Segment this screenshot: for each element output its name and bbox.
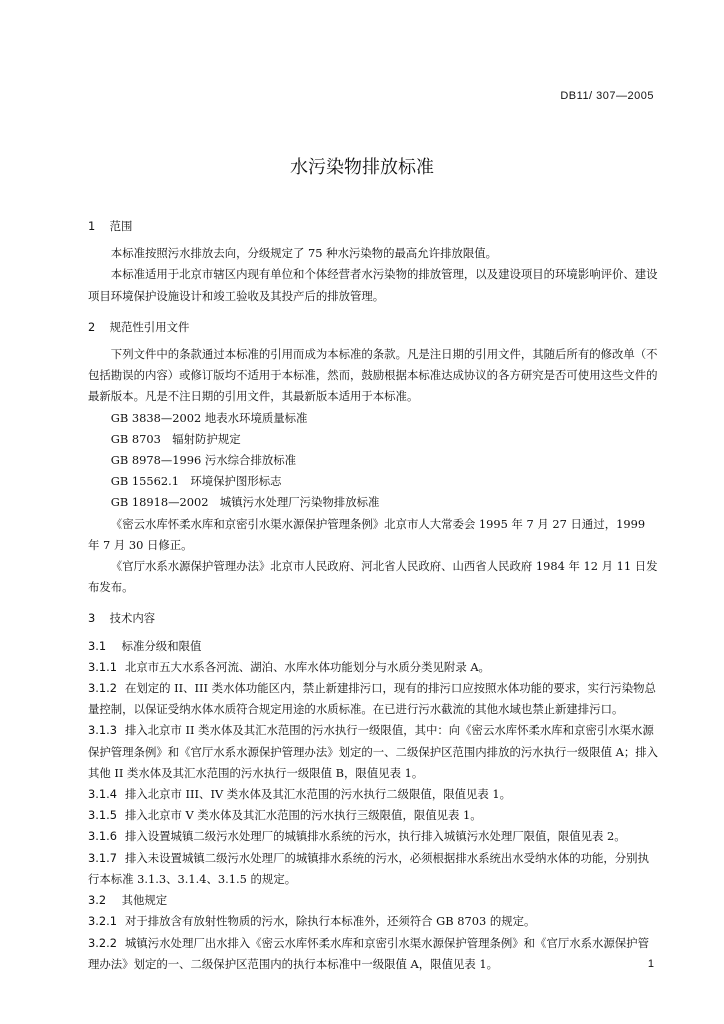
reference-item: GB 3838—2002 地表水环境质量标准	[110, 410, 308, 425]
section-title: 规范性引用文件	[109, 319, 190, 334]
clause-number: 3.1.4	[88, 787, 117, 802]
clause-text: 排入北京市 II 类水体及其汇水范围的污水执行一级限值，其中：向《密云水库怀柔水库和京密引水渠水源保护管理条例》和《官厅水系水源保护管理办法》划定的一、二级保护区范围内排放的污水执行一级限值 A；排入其他 II 类水体及其汇水范围的污水执行一级限值 B，限值见表 1。	[88, 723, 658, 780]
subsection-title: 标准分级和限值	[121, 638, 202, 653]
subsection-heading	[88, 636, 658, 657]
clause	[88, 911, 658, 932]
clause-text: 在划定的 II、III 类水体功能区内，禁止新建排污口，现有的排污口应按照水体功能的要求，实行污染物总量控制，以保证受纳水体水质符合规定用途的水质标准。在已进行污水截流的其他水域也禁止新建排污口。	[88, 681, 656, 717]
section-number: 3	[88, 611, 96, 626]
clause	[88, 784, 658, 805]
clause-text: 排入未设置城镇二级污水处理厂的城镇排水系统的污水，必须根据排水系统出水受纳水体的功能，分别执行本标准 3.1.3、3.1.4、3.1.5 的规定。	[88, 850, 649, 886]
clause-number: 3.2.1	[88, 914, 117, 929]
section-heading-2	[88, 317, 658, 338]
clause	[88, 848, 658, 890]
page-number: 1	[647, 958, 654, 970]
paragraph: 《官厅水系水源保护管理办法》北京市人民政府、河北省人民政府、山西省人民政府 1984 年 12 月 11 日发布发布。	[88, 559, 658, 595]
subsection-number: 3.2	[88, 893, 107, 908]
clause-text: 城镇污水处理厂出水排入《密云水库怀柔水库和京密引水渠水源保护管理条例》和《官厅水系水源保护管理办法》划定的一、二级保护区范围内的执行本标准中一级限值 A，限值见表 1。	[88, 935, 649, 971]
page-title: 水污染物排放标准	[290, 157, 434, 178]
section-number: 2	[88, 319, 96, 334]
document-body	[88, 210, 658, 975]
subsection-title: 其他规定	[121, 893, 168, 908]
clause	[88, 720, 658, 784]
clause	[88, 826, 658, 847]
section-title: 范围	[109, 219, 133, 233]
clause-text: 排入北京市 III、IV 类水体及其汇水范围的污水执行二级限值，限值见表 1。	[124, 787, 512, 802]
clause	[88, 933, 658, 975]
reference-item: GB 8703 辐射防护规定	[110, 431, 241, 446]
reference-item: GB 18918—2002 城镇污水处理厂污染物排放标准	[110, 495, 380, 510]
paragraph: 下列文件中的条款通过本标准的引用而成为本标准的条款。凡是注日期的引用文件，其随后所有的修改单（不包括勘误的内容）或修订版均不适用于本标准，然而，鼓励根据本标准达成协议的各方研究是否可使用这些文件的最新版本。凡是不注日期的引用文件，其最新版本适用于本标准。	[88, 347, 658, 404]
clause-text: 对于排放含有放射性物质的污水，除执行本标准外，还须符合 GB 8703 的规定。	[124, 914, 536, 929]
clause-number: 3.1.3	[88, 723, 117, 738]
clause	[88, 657, 658, 678]
section-heading-1	[88, 216, 658, 237]
clause-number: 3.1.2	[88, 681, 117, 696]
reference-item: GB 15562.1 环境保护图形标志	[110, 474, 282, 489]
clause-number: 3.1.5	[88, 808, 117, 823]
section-heading-3	[88, 608, 658, 629]
clause-number: 3.2.2	[88, 935, 117, 950]
paragraph: 本标准适用于北京市辖区内现有单位和个体经营者水污染物的排放管理，以及建设项目的环境影响评价、建设项目环境保护设施设计和竣工验收及其投产后的排放管理。	[88, 267, 658, 303]
paragraph: 本标准按照污水排放去向，分级规定了 75 种水污染物的最高允许排放限值。	[110, 246, 498, 261]
section-number: 1	[88, 219, 96, 233]
subsection-number: 3.1	[88, 638, 107, 653]
clause-number: 3.1.6	[88, 829, 117, 844]
clause-text: 排入设置城镇二级污水处理厂的城镇排水系统的污水，执行排入城镇污水处理厂限值，限值见表 2。	[124, 829, 626, 844]
clause-text: 排入北京市 V 类水体及其汇水范围的污水执行三级限值，限值见表 1。	[124, 808, 482, 823]
clause-text: 北京市五大水系各河流、湖泊、水库水体功能划分与水质分类见附录 A。	[124, 659, 490, 674]
standard-code: DB11/ 307—2005	[560, 90, 654, 102]
clause	[88, 805, 658, 826]
clause	[88, 678, 658, 720]
section-title: 技术内容	[109, 611, 156, 626]
clause-number: 3.1.7	[88, 850, 117, 865]
subsection-heading	[88, 890, 658, 911]
clause-number: 3.1.1	[88, 659, 117, 674]
reference-item: GB 8978—1996 污水综合排放标准	[110, 453, 297, 468]
paragraph: 《密云水库怀柔水库和京密引水渠水源保护管理条例》北京市人大常委会 1995 年 7 月 27 日通过，1999 年 7 月 30 日修正。	[88, 516, 646, 552]
